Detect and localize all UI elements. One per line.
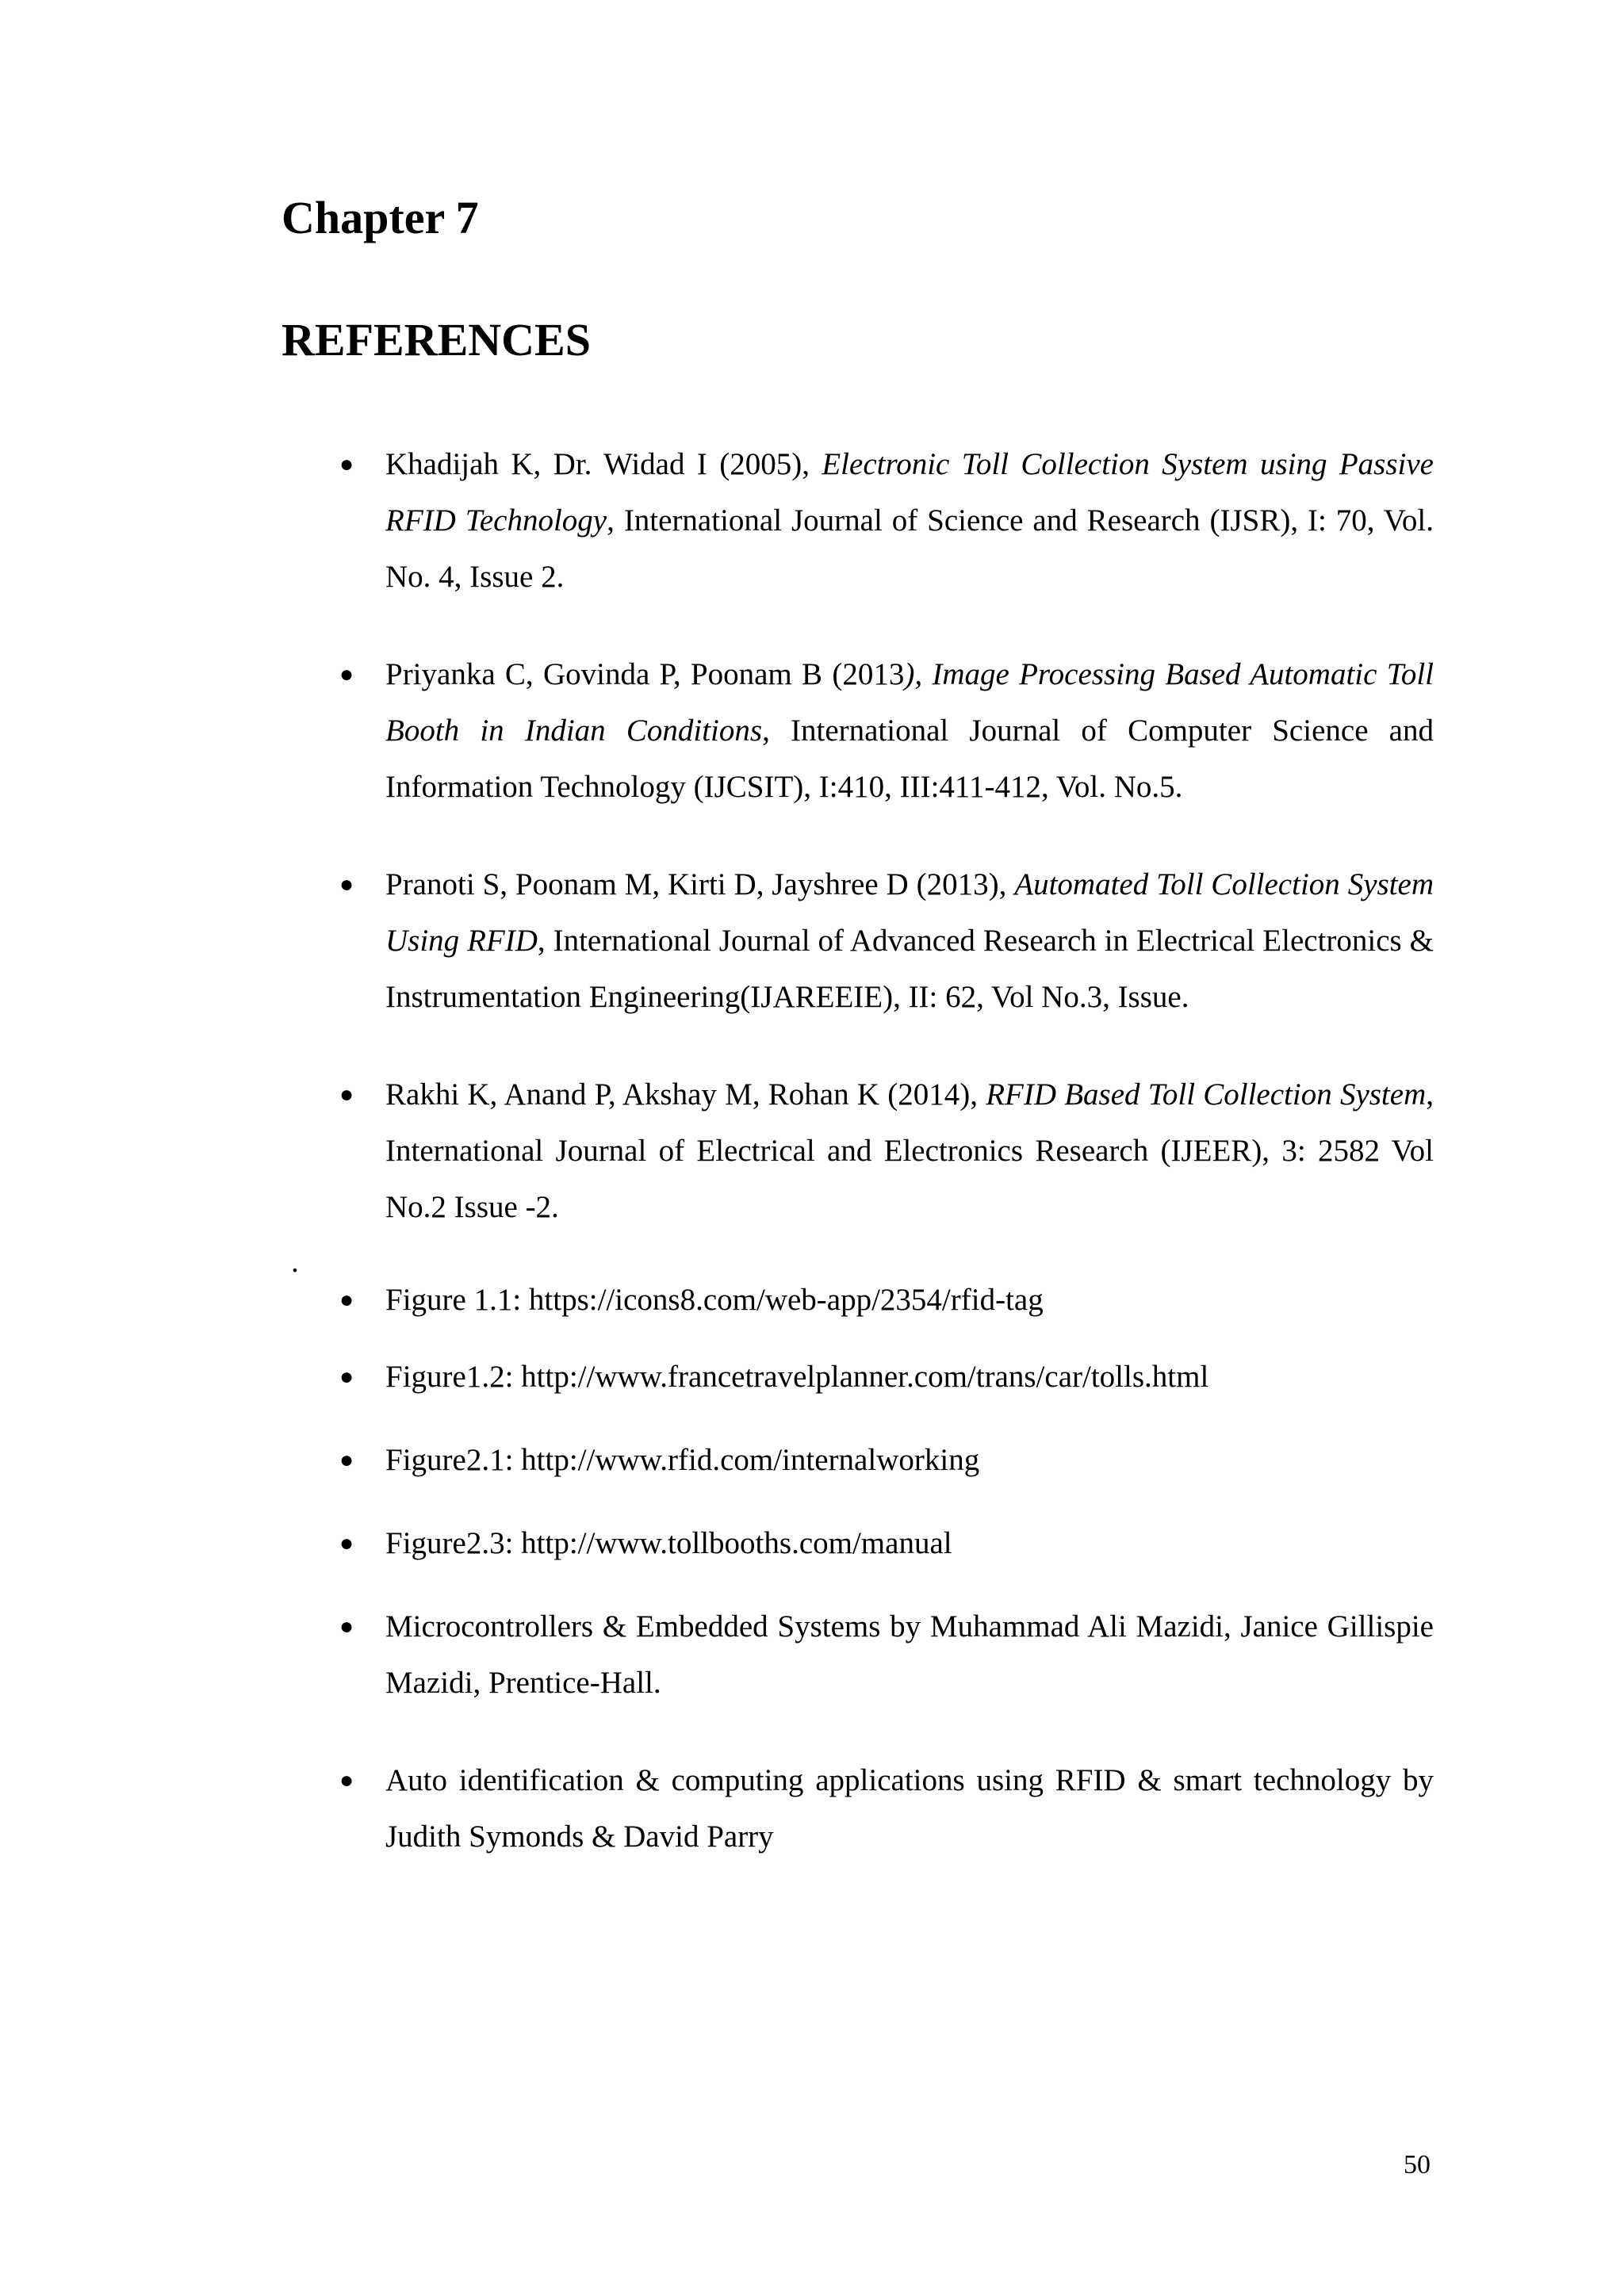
- reference-source: , International Journal of Science and Research (IJSR), I: 70, Vol. No. 4, Issue 2.: [385, 503, 1434, 594]
- reference-item: [339, 1515, 1434, 1571]
- bullet-icon: ●: [339, 1081, 354, 1108]
- reference-item: [339, 436, 1434, 605]
- bullet-icon: ●: [339, 1613, 354, 1640]
- bullet-icon: ●: [339, 871, 354, 897]
- reference-item: [339, 1349, 1434, 1405]
- bullet-icon: ●: [339, 1530, 354, 1556]
- bullet-icon: ●: [339, 661, 354, 687]
- reference-authors: Priyanka C, Govinda P, Poonam B (2013: [385, 657, 905, 691]
- bullet-icon: ●: [339, 1767, 354, 1793]
- chapter-title: Chapter 7: [282, 192, 479, 243]
- reference-item: [339, 1752, 1434, 1865]
- page-number: 50: [1404, 2150, 1431, 2179]
- reference-title: ), Image Processing Based Automatic Toll Booth in Indian Conditions: [385, 657, 1434, 748]
- reference-authors: Khadijah K, Dr. Widad I (2005),: [385, 447, 822, 481]
- reference-authors: Rakhi K, Anand P, Akshay M, Rohan K (2014),: [385, 1077, 986, 1112]
- reference-text: Microcontrollers & Embedded Systems by Muhammad Ali Mazidi, Janice Gillispie Mazidi, Prentice-Hall.: [385, 1609, 1434, 1700]
- bullet-icon: ●: [339, 1447, 354, 1473]
- figure-source: Figure2.3: http://www.tollbooths.com/manual: [385, 1526, 952, 1560]
- reference-source: , International Journal of Computer Science and Information Technology (IJCSIT), I:410, III:411-412, Vol. No.5.: [385, 714, 1434, 804]
- reference-text: Auto identification & computing applications using RFID & smart technology by Judith Symonds & David Parry: [385, 1763, 1434, 1854]
- reference-item: [339, 646, 1434, 815]
- reference-item: [339, 856, 1434, 1025]
- reference-authors: Pranoti S, Poonam M, Kirti D, Jayshree D (2013),: [385, 867, 1015, 901]
- stray-period: .: [291, 1245, 299, 1279]
- section-title: REFERENCES: [282, 314, 591, 365]
- reference-title: RFID Based Toll Collection System: [986, 1077, 1427, 1112]
- reference-title: Electronic Toll Collection System using Passive RFID Technology: [385, 447, 1434, 538]
- reference-title: Automated Toll Collection System Using RFID: [385, 867, 1434, 958]
- bullet-icon: ●: [339, 451, 354, 477]
- reference-item: [339, 1272, 1434, 1328]
- reference-item: [339, 1598, 1434, 1711]
- figure-source: Figure1.2: http://www.francetravelplanner.com/trans/car/tolls.html: [385, 1360, 1209, 1394]
- reference-source: , International Journal of Advanced Research in Electrical Electronics & Instrumentation Engineering(IJAREEIE), II: 62, Vol No.3, Issue.: [385, 924, 1434, 1014]
- reference-item: [339, 1066, 1434, 1235]
- reference-item: [339, 1432, 1434, 1488]
- bullet-icon: ●: [339, 1364, 354, 1390]
- figure-source: Figure2.1: http://www.rfid.com/internalworking: [385, 1443, 980, 1477]
- bullet-icon: ●: [339, 1287, 354, 1313]
- figure-source: Figure 1.1: https://icons8.com/web-app/2354/rfid-tag: [385, 1283, 1044, 1317]
- reference-source: , International Journal of Electrical and Electronics Research (IJEER), 3: 2582 Vol No.2 Issue -2.: [385, 1077, 1434, 1224]
